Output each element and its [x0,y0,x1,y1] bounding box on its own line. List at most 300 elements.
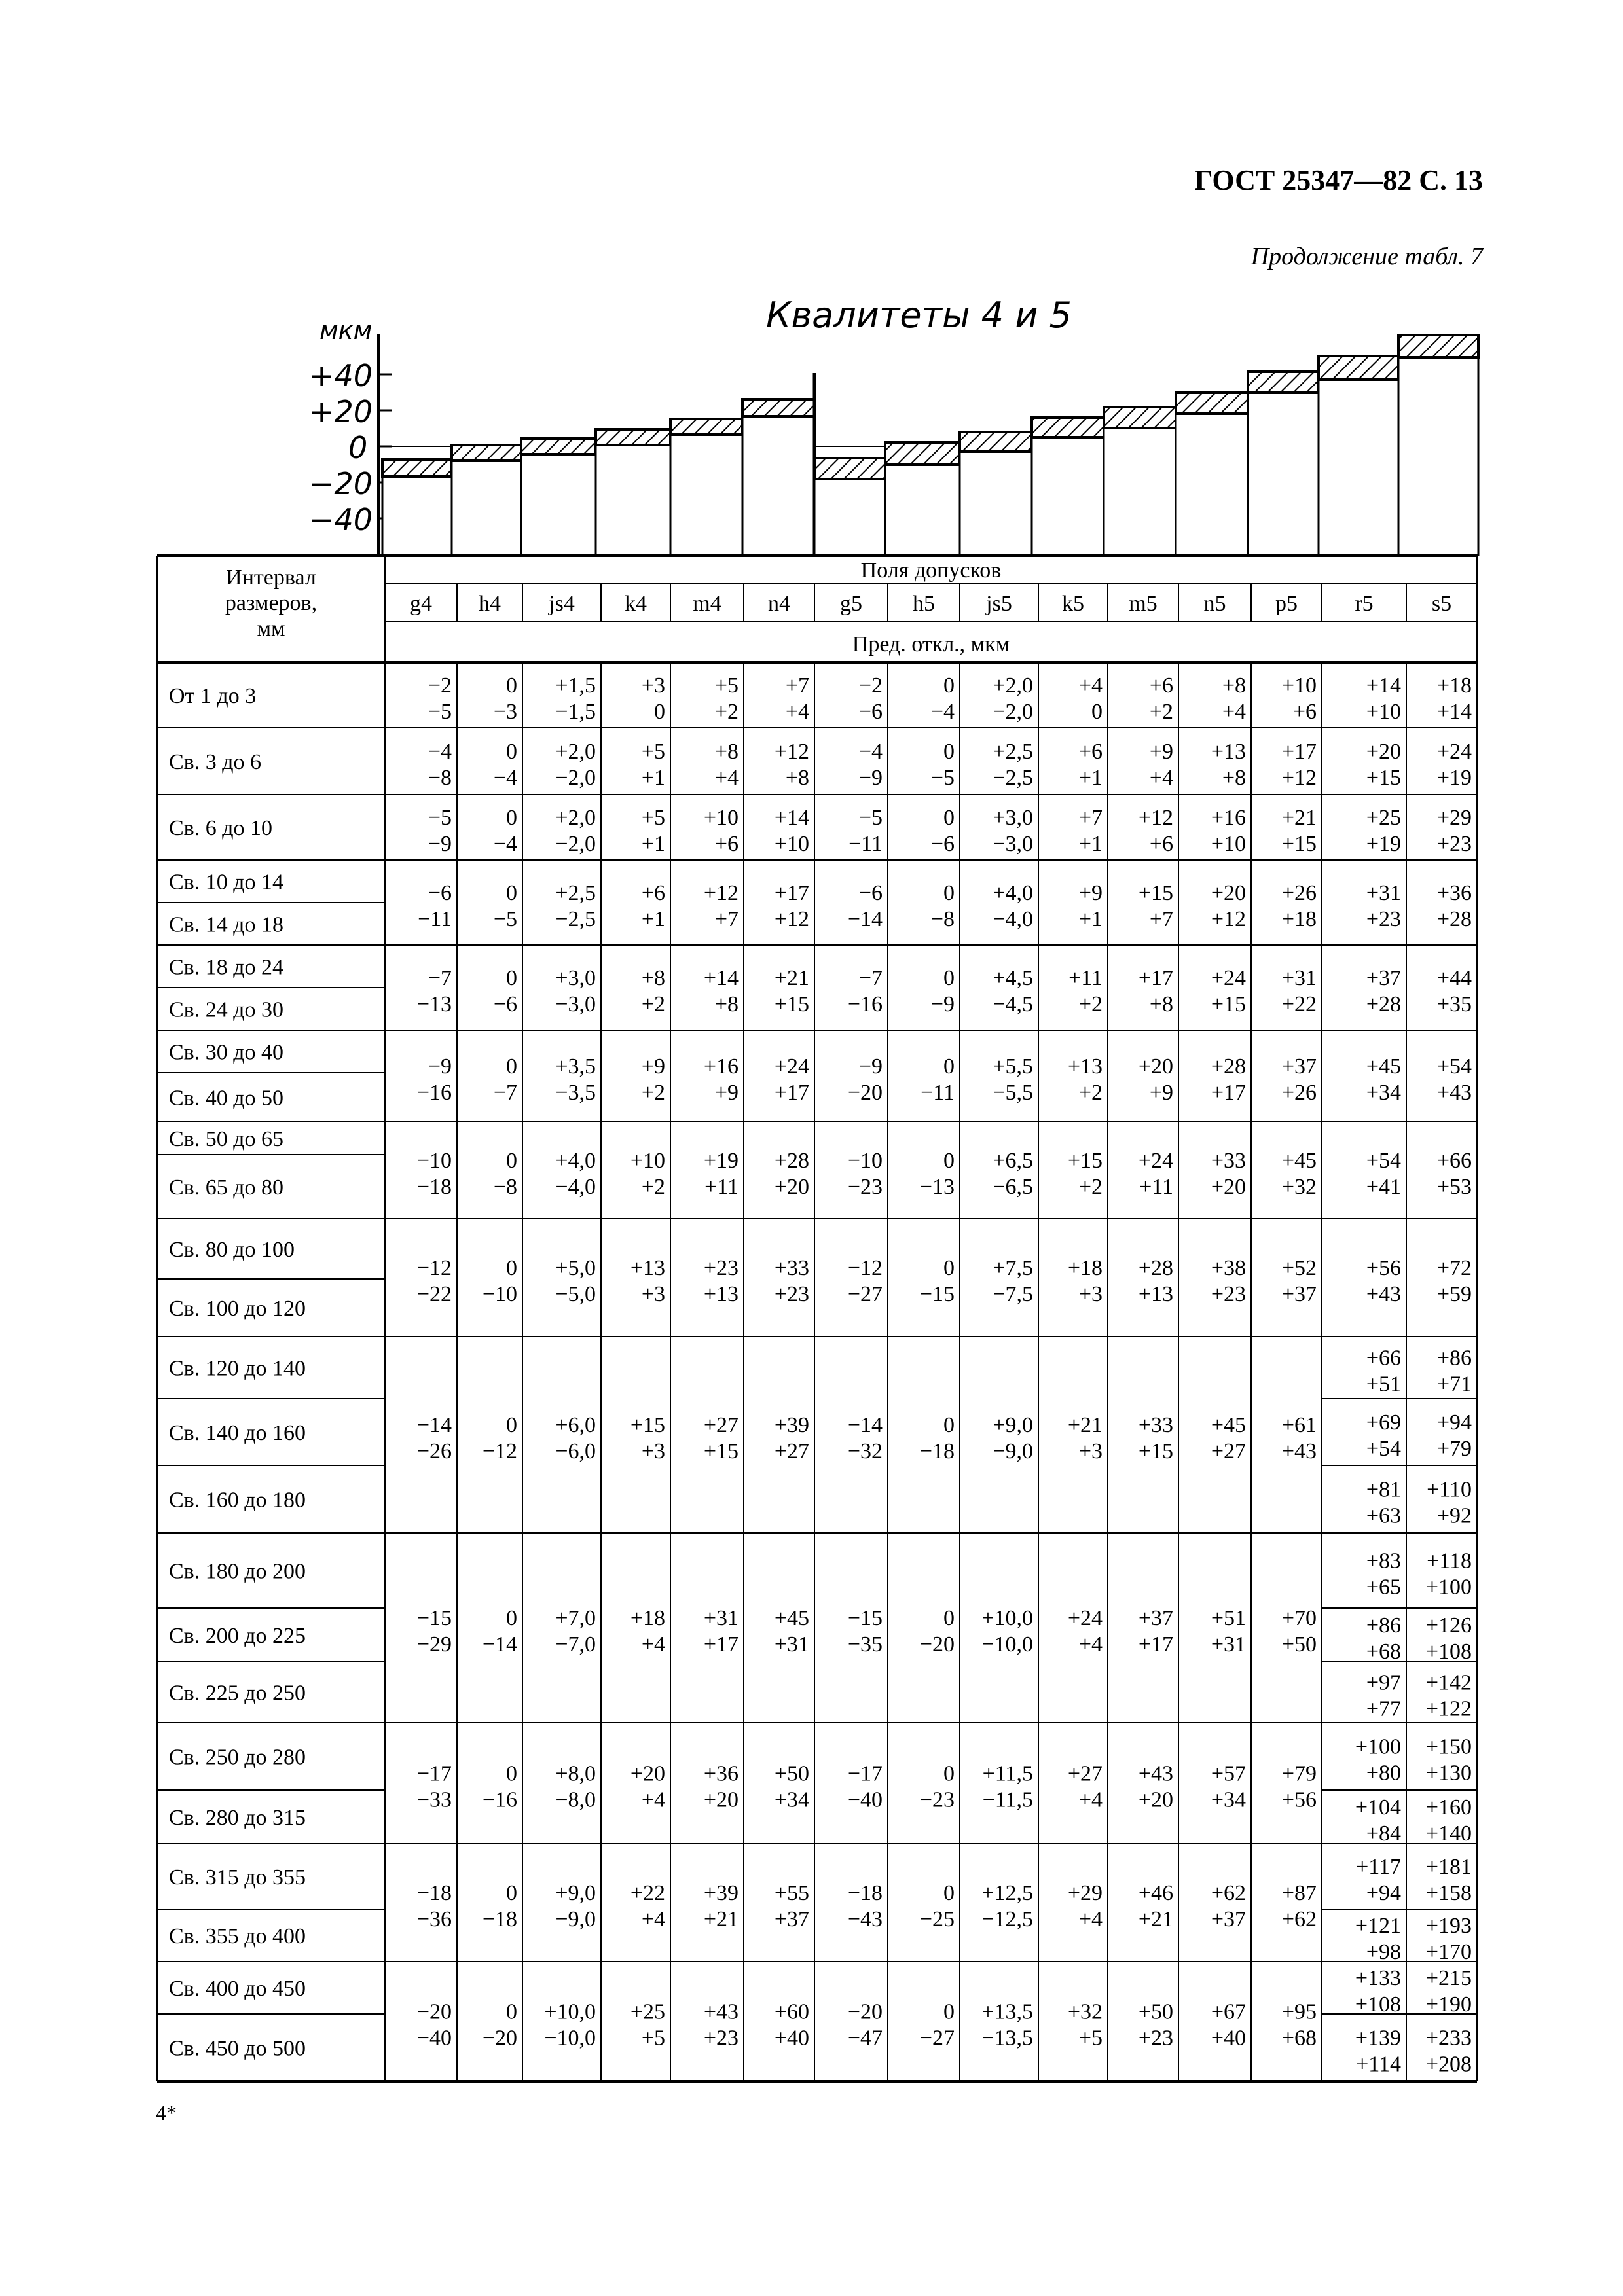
table-value-lower: −5,5 [993,1081,1033,1105]
table-value-lower: +43 [1366,1282,1401,1306]
table-value-upper: +54 [1366,1149,1401,1173]
table-value-upper: +1,5 [555,673,596,698]
table-column-header: h5 [913,592,935,616]
table-value-lower: −10 [482,1282,517,1306]
table-value-lower: 0 [654,700,665,724]
table-value-upper: +26 [1281,881,1317,905]
table-value-upper: 0 [943,1413,955,1437]
table-value-lower: −7,0 [555,1632,596,1657]
table-value-lower: +41 [1366,1175,1401,1199]
table-value-lower: +28 [1436,907,1472,931]
table-column-header: p5 [1275,592,1298,616]
table-value-upper: +21 [1067,1413,1103,1437]
table-value-upper: −9 [858,1054,883,1079]
table-value-upper: +97 [1366,1670,1401,1695]
table-value-lower: +34 [1211,1787,1246,1812]
table-value-upper: +31 [1281,966,1317,990]
table-value-upper: −14 [847,1413,883,1437]
table-value-lower: −9 [428,832,452,856]
table-value-upper: +133 [1355,1966,1401,1990]
table-column-header: js5 [986,592,1012,616]
table-value-lower: −26 [416,1439,452,1463]
table-group-header: Поля допусков [860,558,1002,583]
table-size-label: Св. 180 до 200 [169,1559,306,1584]
table-value-lower: +98 [1366,1940,1401,1964]
table-value-lower: −6 [493,992,517,1016]
table-row-header-label: Интервал [226,565,316,590]
table-value-lower: −1,5 [555,700,596,724]
table-value-lower: +4 [1078,1907,1103,1931]
table-value-lower: +27 [1211,1439,1246,1463]
table-value-lower: −20 [919,1632,955,1657]
table-value-upper: +13 [630,1256,665,1280]
document-header-title: ГОСТ 25347—82 С. 13 [1194,164,1483,196]
table-value-lower: −4 [930,700,955,724]
table-value-upper: +86 [1436,1346,1472,1371]
table-value-lower: −2,5 [993,766,1033,790]
table-value-lower: +77 [1366,1696,1401,1721]
table-value-lower: −2,0 [993,700,1033,724]
table-value-lower: +17 [774,1081,809,1105]
diagram-title: Квалитеты 4 и 5 [766,295,1072,336]
table-value-lower: +108 [1355,1992,1401,2017]
table-value-lower: −11 [418,907,452,931]
table-value-lower: +21 [1138,1907,1173,1931]
tolerance-field-diagram [0,0,1623,589]
diagram-tick-label-plus-40: +40 [309,358,373,393]
table-value-upper: −10 [847,1149,883,1173]
table-value-lower: +40 [1211,2026,1246,2051]
table-value-lower: +32 [1281,1175,1317,1199]
table-value-upper: +37 [1366,966,1401,990]
table-value-lower: +12 [1211,907,1246,931]
table-value-lower: +2 [641,992,665,1016]
table-value-upper: +15 [1138,881,1173,905]
table-value-upper: +21 [774,966,809,990]
table-value-upper: 0 [943,881,955,905]
table-value-upper: +150 [1425,1734,1472,1759]
table-value-lower: +22 [1281,992,1317,1016]
table-value-lower: +92 [1436,1503,1472,1528]
table-value-lower: +20 [1138,1787,1173,1812]
table-size-label: Св. 355 до 400 [169,1924,306,1948]
table-value-upper: +193 [1425,1914,1472,1938]
table-value-upper: +39 [774,1413,809,1437]
diagram-field-r5 [1319,356,1398,555]
table-size-label: Св. 24 до 30 [169,997,284,1022]
table-value-upper: +43 [1138,1761,1173,1786]
table-value-upper: 0 [506,966,517,990]
table-value-lower: −6 [930,832,955,856]
table-value-upper: +5,5 [993,1054,1033,1079]
table-value-upper: +18 [1067,1256,1103,1280]
table-value-lower: +108 [1425,1640,1472,1664]
table-value-upper: +87 [1281,1881,1317,1905]
diagram-unit-label: мкм [319,316,373,345]
table-row-header-label: мм [257,617,285,641]
table-value-lower: +4 [641,1787,665,1812]
table-value-upper: +79 [1281,1761,1317,1786]
table-value-lower: +1 [1078,766,1103,790]
table-value-lower: +34 [774,1787,809,1812]
table-value-lower: −3,0 [993,832,1033,856]
diagram-tick-label-plus-20: +20 [309,394,373,429]
table-value-upper: +160 [1425,1795,1472,1820]
table-value-upper: −15 [416,1606,452,1630]
table-value-lower: +4 [1222,700,1246,724]
table-value-lower: +17 [703,1632,739,1657]
table-value-upper: 0 [506,2000,517,2024]
table-value-upper: +4,0 [555,1149,596,1173]
table-value-lower: −18 [416,1175,452,1199]
table-value-upper: +16 [703,1054,739,1079]
table-value-upper: +118 [1427,1549,1472,1573]
table-value-lower: −23 [847,1175,883,1199]
table-value-lower: −27 [919,2026,955,2051]
table-value-upper: +5 [641,740,665,764]
table-value-lower: +1 [1078,832,1103,856]
table-value-upper: +55 [774,1881,809,1905]
table-value-upper: +25 [1366,806,1401,830]
table-value-lower: +40 [774,2026,809,2051]
table-value-upper: +18 [630,1606,665,1630]
table-column-header: n4 [768,592,790,616]
table-value-lower [1355,554,1401,560]
table-value-upper: −6 [428,881,452,905]
table-value-upper: +7 [1078,806,1103,830]
table-value-lower: −8,0 [555,1787,596,1812]
table-value-upper: −9 [428,1054,452,1079]
table-value-lower: −3,0 [555,992,596,1016]
table-value-upper: −4 [858,740,883,764]
table-value-upper: +50 [1138,2000,1173,2024]
table-value-lower: +23 [1366,907,1401,931]
table-value-lower: +4 [785,700,809,724]
table-value-upper: +139 [1355,2026,1401,2051]
table-value-lower: 0 [1091,700,1103,724]
table-value-lower: +19 [1366,832,1401,856]
table-value-lower: +13 [703,1282,739,1306]
table-value-lower: −4,5 [993,992,1033,1016]
table-value-upper: +10 [1281,673,1317,698]
table-value-lower: +114 [1356,2052,1401,2077]
table-value-upper: +33 [1138,1413,1173,1437]
table-value-lower: −36 [416,1907,452,1931]
table-value-lower: −9 [858,766,883,790]
table-value-upper: +45 [1366,1054,1401,1079]
table-value-lower: +130 [1425,1761,1472,1785]
table-value-upper: +117 [1356,1855,1401,1879]
table-value-upper: 0 [943,806,955,830]
table-value-lower: −8 [493,1175,517,1199]
table-value-upper: −12 [416,1256,452,1280]
table-value-lower: −5 [493,907,517,931]
table-value-upper: −20 [847,2000,883,2024]
table-value-upper: +22 [630,1881,665,1905]
diagram-field-s5 [1398,335,1478,555]
table-value-upper: +2,5 [555,881,596,905]
table-value-lower: +11 [1139,1175,1173,1199]
table-value-lower: −43 [847,1907,883,1931]
table-value-lower [1426,554,1472,560]
table-value-lower: −5 [428,700,452,724]
table-value-lower: −7 [493,1081,517,1105]
table-value-upper: +10 [630,1149,665,1173]
table-value-lower: −2,0 [555,832,596,856]
table-column-header: r5 [1355,592,1374,616]
table-value-upper: +28 [1138,1256,1173,1280]
table-size-label: Св. 120 до 140 [169,1356,306,1381]
table-value-lower: −9,0 [993,1439,1033,1463]
table-value-lower: +68 [1281,2026,1317,2051]
table-value-upper: +12 [1138,806,1173,830]
table-value-upper: −12 [847,1256,883,1280]
table-value-lower: +2 [1078,1081,1103,1105]
table-value-lower: −7,5 [993,1282,1033,1306]
table-value-upper: +28 [774,1149,809,1173]
table-value-upper: +13 [1067,1054,1103,1079]
table-value-upper: +6 [641,881,665,905]
table-value-lower: −4,0 [555,1175,596,1199]
table-value-upper: +10,0 [544,2000,596,2024]
table-value-upper: +14 [1366,673,1401,698]
table-size-label: Св. 250 до 280 [169,1745,306,1770]
table-value-lower: −29 [416,1632,452,1657]
table-value-lower: +15 [774,992,809,1016]
table-value-upper: 0 [943,1256,955,1280]
table-value-upper: −10 [416,1149,452,1173]
table-value-upper: +20 [630,1761,665,1786]
table-value-lower: +7 [1149,907,1173,931]
table-value-upper: +15 [1067,1149,1103,1173]
diagram-field-h4 [452,445,521,555]
table-value-upper: +17 [1281,740,1317,764]
table-value-lower: −33 [416,1787,452,1812]
table-value-lower: +122 [1425,1696,1472,1721]
table-value-upper: +104 [1355,1795,1401,1820]
table-size-label: Св. 6 до 10 [169,816,273,840]
table-value-lower: +51 [1366,1372,1401,1397]
table-value-lower: +13 [1138,1282,1173,1306]
table-value-lower: −32 [847,1439,883,1463]
table-value-lower: +37 [1281,1282,1317,1306]
table-value-lower: +140 [1425,1821,1472,1846]
table-value-upper: +9 [1149,740,1173,764]
table-value-upper: +17 [1138,966,1173,990]
table-value-upper: +13,5 [981,2000,1033,2024]
table-size-label: Св. 65 до 80 [169,1175,284,1200]
table-size-label: Св. 10 до 14 [169,870,284,895]
table-value-lower: +1 [641,907,665,931]
table-value-upper: +20 [1138,1054,1173,1079]
table-value-upper: +83 [1366,1549,1401,1573]
table-value-upper: +100 [1355,1734,1401,1759]
table-size-label: Св. 280 до 315 [169,1806,306,1830]
table-value-lower: +65 [1366,1575,1401,1600]
table-value-upper: +8 [1222,673,1246,698]
table-value-lower: +50 [1281,1632,1317,1657]
table-value-upper: 0 [506,1054,517,1079]
table-value-upper: +45 [774,1606,809,1630]
table-value-lower: +12 [774,907,809,931]
table-value-lower: +8 [1222,766,1246,790]
table-value-lower: −18 [919,1439,955,1463]
table-value-lower: +43 [1281,1439,1317,1463]
table-value-upper: 0 [506,1606,517,1630]
table-value-upper: 0 [506,1881,517,1905]
table-value-upper: +38 [1211,1256,1246,1280]
table-value-upper: +12 [774,740,809,764]
table-value-upper: +16 [1211,806,1246,830]
table-value-upper: +110 [1427,1477,1472,1502]
table-value-upper: +15 [630,1413,665,1437]
table-value-lower: −12 [482,1439,517,1463]
table-value-upper: +29 [1436,806,1472,830]
table-value-lower: −9 [930,992,955,1016]
table-value-lower: +34 [1366,1081,1401,1105]
table-value-lower: −10,0 [544,2026,596,2051]
table-value-lower: +14 [1436,700,1472,724]
diagram-field-m5 [1104,407,1176,555]
table-value-upper: +10 [703,806,739,830]
table-value-lower: +4 [1078,1632,1103,1657]
table-size-label: Св. 315 до 355 [169,1865,306,1890]
table-value-upper: −6 [858,881,883,905]
table-value-lower: +31 [774,1632,809,1657]
table-value-upper: +3,0 [555,966,596,990]
table-value-lower: +23 [703,2026,739,2051]
table-value-upper: +18 [1436,673,1472,698]
table-value-upper: +2,0 [555,740,596,764]
diagram-field-n5 [1176,393,1248,555]
table-value-lower: +19 [1436,766,1472,790]
table-value-upper: 0 [943,966,955,990]
table-value-lower: +37 [1211,1907,1246,1931]
table-value-upper: +9 [1078,881,1103,905]
table-value-upper: −7 [428,966,452,990]
table-value-upper: +29 [1067,1881,1103,1905]
table-value-lower: +2 [714,700,739,724]
diagram-field-p5 [1248,372,1319,555]
table-value-upper: +10,0 [981,1606,1033,1630]
table-value-upper: +12 [703,881,739,905]
table-value-lower: +35 [1436,992,1472,1016]
page-footnote-mark: 4* [156,2101,177,2125]
table-value-lower: +4 [714,766,739,790]
table-value-lower: +10 [774,832,809,856]
table-value-upper: +7,5 [993,1256,1033,1280]
table-value-upper: +142 [1425,1670,1472,1695]
diagram-field-js4 [521,439,596,555]
table-value-lower: +3 [641,1439,665,1463]
table-value-lower: +28 [1366,992,1401,1016]
table-value-lower: +4 [1149,766,1173,790]
table-value-lower: −4,0 [993,907,1033,931]
diagram-field-g4 [382,459,452,555]
table-value-upper: +17 [774,881,809,905]
table-value-upper: +72 [1436,1256,1472,1280]
table-size-label: Св. 3 до 6 [169,750,262,774]
table-value-lower: +10 [1366,700,1401,724]
table-value-lower: +4 [641,1632,665,1657]
table-size-label: Св. 80 до 100 [169,1238,295,1262]
table-value-lower: −6,5 [993,1175,1033,1199]
table-value-lower: +3 [641,1282,665,1306]
diagram-field-h5 [885,442,960,555]
table-value-upper: +126 [1425,1613,1472,1638]
table-value-lower: +20 [774,1175,809,1199]
table-value-upper: +56 [1366,1256,1401,1280]
table-column-header: n5 [1203,592,1226,616]
table-value-lower: +5 [641,2026,665,2051]
table-column-header: m5 [1129,592,1158,616]
table-size-label: Св. 14 до 18 [169,912,284,937]
table-units-header: Пред. откл., мкм [852,632,1010,656]
table-value-upper: +24 [774,1054,809,1079]
table-value-upper: 0 [506,1149,517,1173]
table-value-lower: +94 [1366,1881,1401,1905]
diagram-tick-label-minus-40: −40 [309,502,373,537]
table-value-upper: +43 [703,2000,739,2024]
table-column-header: g4 [410,592,432,616]
table-value-upper: +6,0 [555,1413,596,1437]
table-value-lower: −9,0 [555,1907,596,1931]
table-value-lower: +20 [1211,1175,1246,1199]
table-value-upper: +51 [1211,1606,1246,1630]
table-value-upper: −2 [858,673,883,698]
table-value-lower: −11,5 [982,1787,1033,1812]
table-value-lower: −2,5 [555,907,596,931]
table-value-lower: +23 [774,1282,809,1306]
table-value-lower: +54 [1366,1437,1401,1461]
table-value-upper: +233 [1425,2026,1472,2051]
table-value-lower: +21 [703,1907,739,1931]
table-value-lower: +190 [1425,1992,1472,2017]
table-value-lower: +10 [1211,832,1246,856]
table-value-lower: −22 [416,1282,452,1306]
table-value-upper: +9,0 [993,1413,1033,1437]
table-value-lower: −16 [416,1081,452,1105]
table-value-lower: +15 [703,1439,739,1463]
table-value-upper: +6 [1149,673,1173,698]
table-value-upper: +27 [703,1413,739,1437]
table-value-lower: −3,5 [555,1081,596,1105]
table-value-upper: 0 [943,1606,955,1630]
table-column-header: s5 [1431,592,1452,616]
table-value-upper: +5 [641,806,665,830]
table-value-lower: −5,0 [555,1282,596,1306]
table-value-upper: +28 [1211,1054,1246,1079]
table-value-lower: −16 [482,1787,517,1812]
table-value-upper: 0 [506,1256,517,1280]
table-value-upper: +86 [1366,1613,1401,1638]
table-value-upper: +4,5 [993,966,1033,990]
table-value-upper: +2,0 [555,806,596,830]
table-value-upper: +31 [1366,881,1401,905]
table-value-upper: +44 [1436,966,1472,990]
table-value-lower: +2 [1149,700,1173,724]
table-value-lower: +17 [1211,1081,1246,1105]
table-value-lower: +4 [641,1907,665,1931]
table-value-upper: 0 [943,1149,955,1173]
table-value-upper: +32 [1067,2000,1103,2024]
table-column-header: js4 [549,592,575,616]
diagram-field-js5 [960,432,1032,555]
table-value-lower: +1 [641,766,665,790]
table-value-upper: +14 [774,806,809,830]
table-value-upper: −17 [416,1761,452,1786]
table-value-upper: +3,0 [993,806,1033,830]
